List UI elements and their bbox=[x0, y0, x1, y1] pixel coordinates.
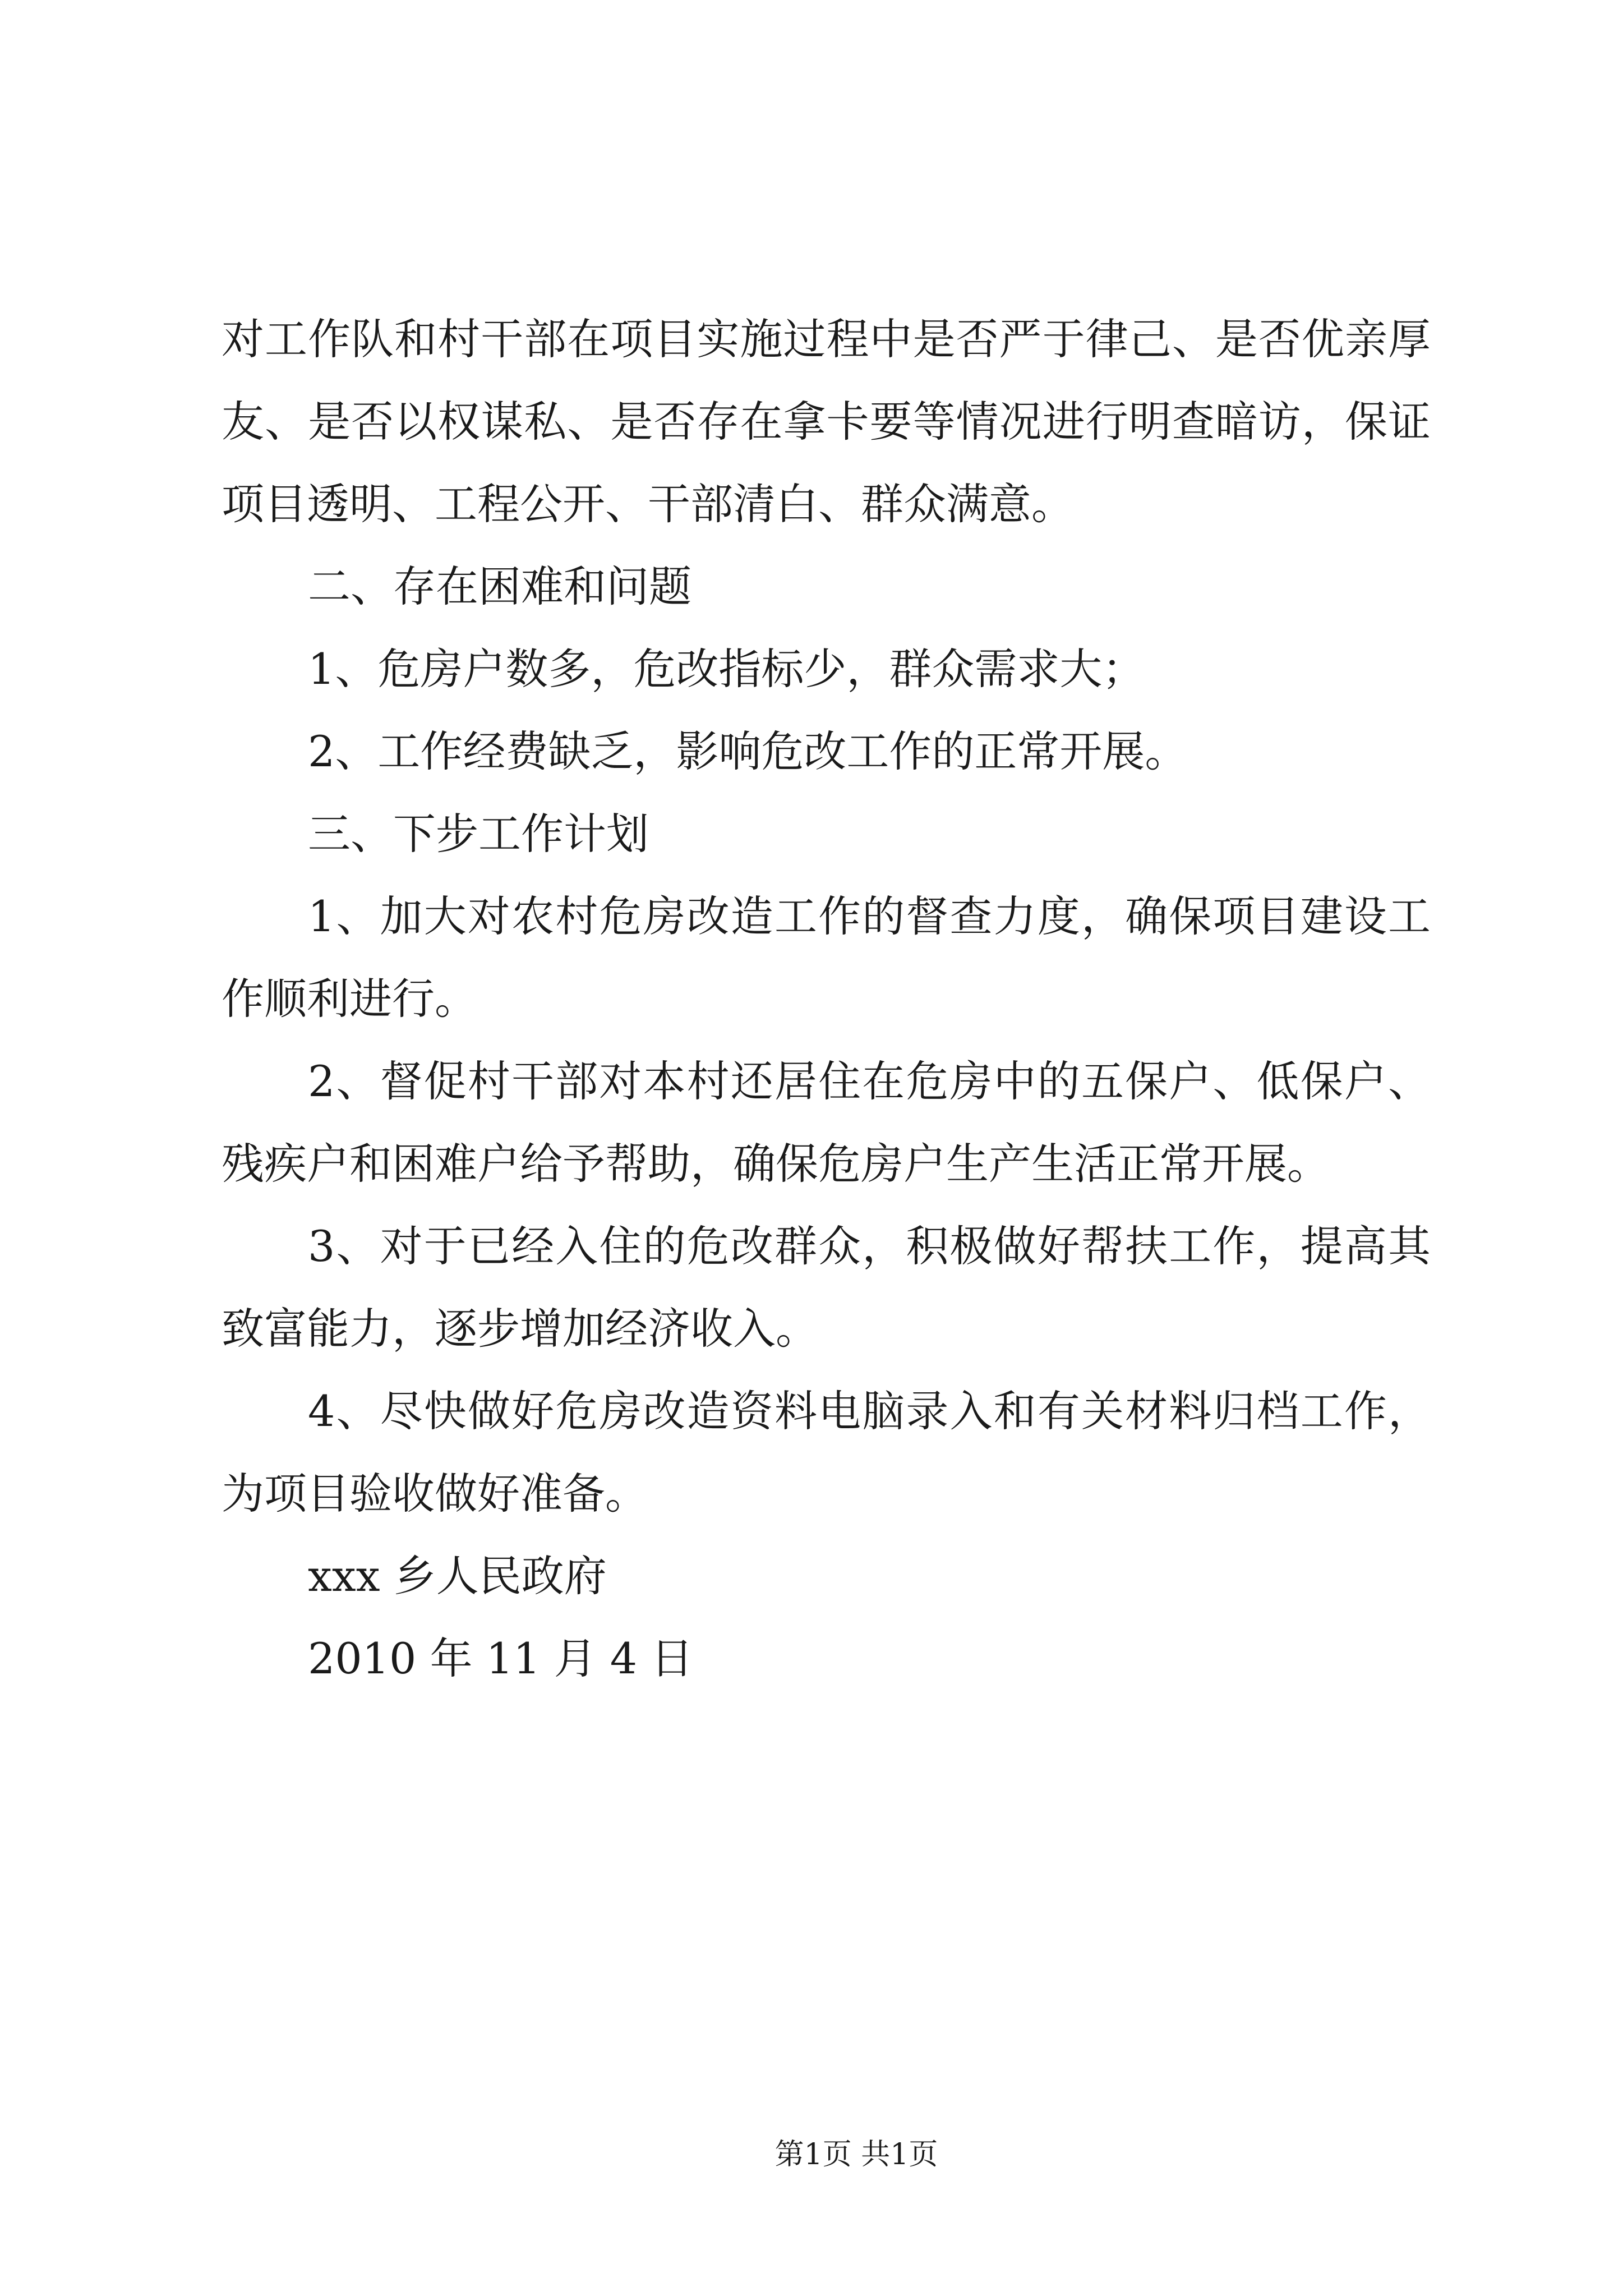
paragraph-plan-3 bbox=[222, 1205, 1431, 1370]
text-line: 2、督促村干部对本村还居住在危房中的五保户、低保户、 bbox=[308, 1056, 1431, 1106]
paragraph-problem-2 bbox=[222, 710, 1431, 793]
text-line: 为项目验收做好准备。 bbox=[222, 1469, 648, 1519]
section-heading-plan bbox=[222, 793, 1431, 875]
paragraph-problem-1 bbox=[222, 628, 1431, 710]
signature-organization bbox=[222, 1535, 1431, 1617]
text-line: 1、危房户数多，危改指标少，群众需求大； bbox=[308, 644, 1145, 694]
paragraph-plan-1 bbox=[222, 875, 1431, 1040]
heading-line: 二、存在困难和问题 bbox=[308, 562, 691, 611]
text-line: 残疾户和困难户给予帮助，确保危房户生产生活正常开展。 bbox=[222, 1139, 1330, 1189]
heading-line: 三、下步工作计划 bbox=[308, 809, 649, 859]
text-line: 4、尽快做好危房改造资料电脑录入和有关材料归档工作， bbox=[308, 1386, 1431, 1436]
text-line: 2、工作经费缺乏，影响危改工作的正常开展。 bbox=[308, 726, 1188, 776]
page-number-footer: 第1页 共1页 bbox=[774, 2138, 938, 2171]
paragraph-continuation bbox=[222, 298, 1431, 545]
text-line: 1、加大对农村危房改造工作的督查力度，确保项目建设工 bbox=[308, 891, 1431, 941]
section-heading-problems bbox=[222, 545, 1431, 628]
paragraph-plan-4 bbox=[222, 1370, 1431, 1535]
text-line: 项目透明、工程公开、干部清白、群众满意。 bbox=[222, 479, 1074, 529]
paragraph-plan-2 bbox=[222, 1040, 1431, 1205]
text-line: 友、是否以权谋私、是否存在拿卡要等情况进行明查暗访，保证 bbox=[222, 397, 1431, 447]
text-line: 3、对于已经入住的危改群众，积极做好帮扶工作，提高其 bbox=[308, 1221, 1431, 1271]
signature-line: xxx 乡人民政府 bbox=[308, 1551, 607, 1601]
text-line: 对工作队和村干部在项目实施过程中是否严于律己、是否优亲厚 bbox=[222, 314, 1431, 364]
text-line: 作顺利进行。 bbox=[222, 974, 477, 1024]
date-line: 2010 年 11 月 4 日 bbox=[308, 1634, 694, 1683]
document-body bbox=[222, 298, 1431, 1700]
signature-date bbox=[222, 1617, 1431, 1700]
text-line: 致富能力，逐步增加经济收入。 bbox=[222, 1304, 818, 1354]
